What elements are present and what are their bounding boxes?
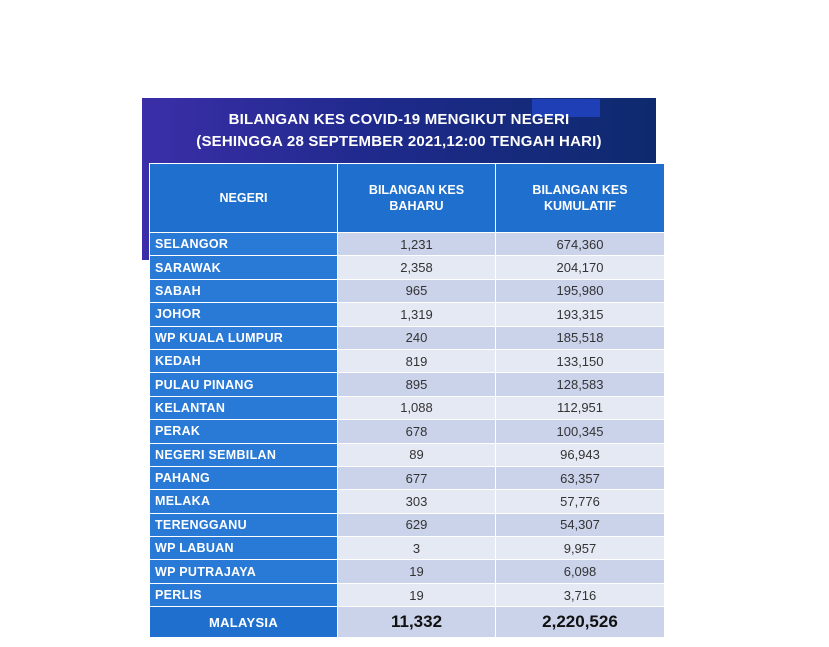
cumulative-cell: 204,170 bbox=[496, 256, 665, 279]
covid-cases-table bbox=[149, 163, 665, 638]
total-row bbox=[150, 607, 665, 638]
total-label: MALAYSIA bbox=[150, 607, 338, 638]
header-cumulative: BILANGAN KES KUMULATIF bbox=[496, 164, 665, 233]
state-cell: SABAH bbox=[150, 279, 338, 302]
cumulative-cell: 96,943 bbox=[496, 443, 665, 466]
state-cell: WP LABUAN bbox=[150, 537, 338, 560]
state-cell: WP PUTRAJAYA bbox=[150, 560, 338, 583]
table-row bbox=[150, 303, 665, 326]
table-row bbox=[150, 256, 665, 279]
table-row bbox=[150, 373, 665, 396]
new-cases-cell: 89 bbox=[338, 443, 496, 466]
cumulative-cell: 54,307 bbox=[496, 513, 665, 536]
cumulative-cell: 63,357 bbox=[496, 466, 665, 489]
table-row bbox=[150, 326, 665, 349]
new-cases-cell: 819 bbox=[338, 349, 496, 372]
cumulative-cell: 128,583 bbox=[496, 373, 665, 396]
new-cases-cell: 2,358 bbox=[338, 256, 496, 279]
cumulative-cell: 112,951 bbox=[496, 396, 665, 419]
state-cell: KELANTAN bbox=[150, 396, 338, 419]
cumulative-cell: 6,098 bbox=[496, 560, 665, 583]
state-cell: JOHOR bbox=[150, 303, 338, 326]
state-cell: SELANGOR bbox=[150, 233, 338, 256]
table-header-row bbox=[150, 164, 665, 233]
cumulative-cell: 9,957 bbox=[496, 537, 665, 560]
table-row bbox=[150, 466, 665, 489]
new-cases-cell: 895 bbox=[338, 373, 496, 396]
new-cases-cell: 19 bbox=[338, 583, 496, 606]
state-cell: NEGERI SEMBILAN bbox=[150, 443, 338, 466]
state-cell: TERENGGANU bbox=[150, 513, 338, 536]
new-cases-cell: 1,088 bbox=[338, 396, 496, 419]
header-new-cases: BILANGAN KES BAHARU bbox=[338, 164, 496, 233]
page-title bbox=[142, 98, 656, 162]
state-cell: PERAK bbox=[150, 420, 338, 443]
new-cases-cell: 629 bbox=[338, 513, 496, 536]
cumulative-cell: 100,345 bbox=[496, 420, 665, 443]
table-row bbox=[150, 279, 665, 302]
state-cell: WP KUALA LUMPUR bbox=[150, 326, 338, 349]
cumulative-cell: 133,150 bbox=[496, 349, 665, 372]
state-cell: SARAWAK bbox=[150, 256, 338, 279]
title-line-1: BILANGAN KES COVID-19 MENGIKUT NEGERI bbox=[228, 111, 570, 128]
table-row bbox=[150, 233, 665, 256]
new-cases-cell: 19 bbox=[338, 560, 496, 583]
total-cumulative: 2,220,526 bbox=[496, 607, 665, 638]
new-cases-cell: 1,231 bbox=[338, 233, 496, 256]
cumulative-cell: 193,315 bbox=[496, 303, 665, 326]
header-state: NEGERI bbox=[150, 164, 338, 233]
cumulative-cell: 185,518 bbox=[496, 326, 665, 349]
table-row bbox=[150, 420, 665, 443]
new-cases-cell: 677 bbox=[338, 466, 496, 489]
state-cell: PERLIS bbox=[150, 583, 338, 606]
table-row bbox=[150, 537, 665, 560]
title-line-2: (SEHINGGA 28 SEPTEMBER 2021,12:00 TENGAH HARI) bbox=[196, 133, 602, 150]
cumulative-cell: 195,980 bbox=[496, 279, 665, 302]
new-cases-cell: 678 bbox=[338, 420, 496, 443]
table-row bbox=[150, 560, 665, 583]
new-cases-cell: 965 bbox=[338, 279, 496, 302]
state-cell: PULAU PINANG bbox=[150, 373, 338, 396]
state-cell: PAHANG bbox=[150, 466, 338, 489]
new-cases-cell: 1,319 bbox=[338, 303, 496, 326]
new-cases-cell: 303 bbox=[338, 490, 496, 513]
cumulative-cell: 57,776 bbox=[496, 490, 665, 513]
state-cell: MELAKA bbox=[150, 490, 338, 513]
state-cell: KEDAH bbox=[150, 349, 338, 372]
table-row bbox=[150, 583, 665, 606]
new-cases-cell: 240 bbox=[338, 326, 496, 349]
new-cases-cell: 3 bbox=[338, 537, 496, 560]
table-row bbox=[150, 490, 665, 513]
table-row bbox=[150, 349, 665, 372]
table-row bbox=[150, 396, 665, 419]
table-row bbox=[150, 443, 665, 466]
table-row bbox=[150, 513, 665, 536]
total-new-cases: 11,332 bbox=[338, 607, 496, 638]
cumulative-cell: 674,360 bbox=[496, 233, 665, 256]
cumulative-cell: 3,716 bbox=[496, 583, 665, 606]
